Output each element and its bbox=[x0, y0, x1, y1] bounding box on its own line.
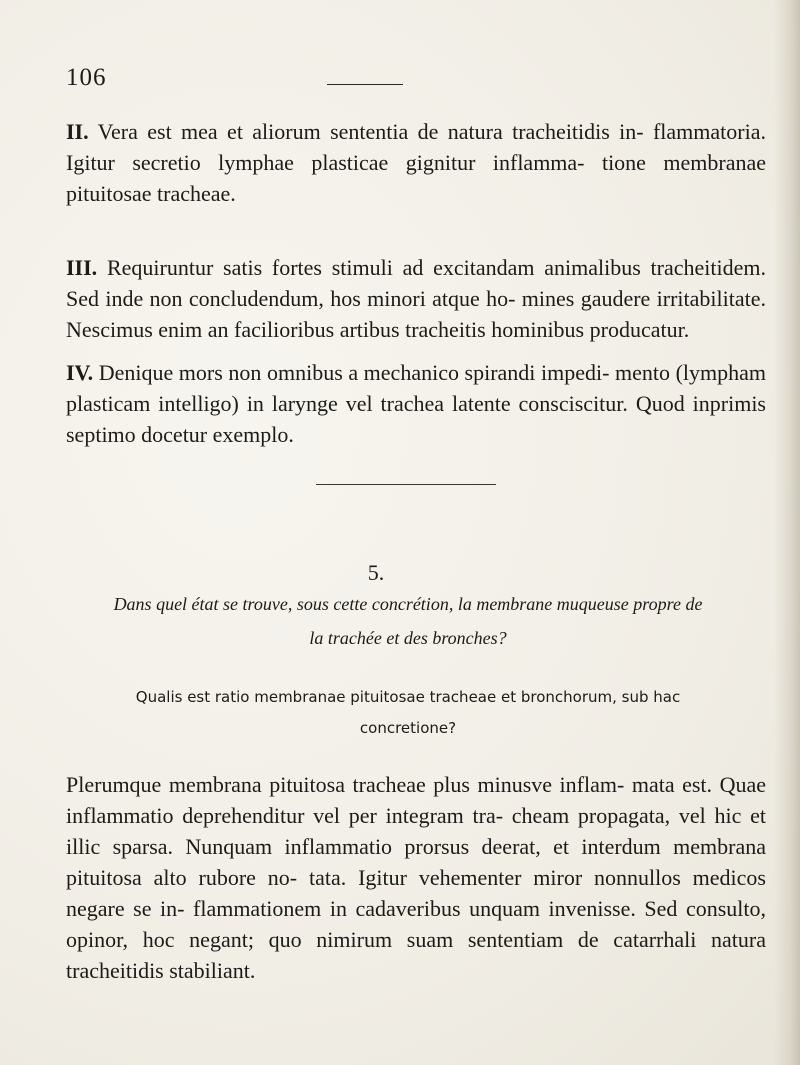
page-number: 106 bbox=[66, 64, 107, 91]
paragraph-ii bbox=[66, 116, 766, 209]
paragraph-iv bbox=[66, 357, 766, 450]
page-edge-shadow bbox=[774, 0, 800, 1065]
paragraph-iii bbox=[66, 252, 766, 345]
latin-question: Qualis est ratio membranae pituitosae tracheae et bronchorum, sub hac concretione? bbox=[135, 688, 681, 737]
section-divider bbox=[316, 484, 496, 485]
paragraph-text: Requiruntur satis fortes stimuli ad excitandam animalibus tracheitidem. Sed inde non concludendum, hos minori atque ho- mines gaudere irritabilitate. Nescimus enim an facilioribus artibus tracheitis hominibus producatur. bbox=[66, 255, 767, 342]
section-number: 5. bbox=[367, 560, 385, 585]
french-question: Dans quel état se trouve, sous cette concrétion, la membrane muqueuse propre de la trachée et des bronches? bbox=[113, 594, 703, 648]
paragraph-numeral: II. bbox=[66, 119, 89, 144]
paragraph-text: Denique mors non omnibus a mechanico spirandi impedi- mento (lympham plasticam intelligo) in larynge vel trachea latente consciscitur. Quod inprimis septimo docetur exemplo. bbox=[66, 360, 766, 447]
paragraph-numeral: III. bbox=[66, 255, 98, 280]
paragraph-numeral: IV. bbox=[66, 360, 94, 385]
paragraph-text: Vera est mea et aliorum sententia de natura tracheitidis in- flammatoria. Igitur secretio lymphae plasticae gignitur inflamma- tione membranae pituitosae tracheae. bbox=[66, 119, 766, 206]
answer-paragraph: Plerumque membrana pituitosa tracheae plus minusve inflam- mata est. Quae inflammatio deprehenditur vel per integram tra- cheam propagata, vel hic et illic sparsa. Nunquam inflammatio prorsus deerat, et interdum membrana pituitosa alto rubore no- tata. Igitur vehementer miror nonnullos medicos negare se in- flammationem in cadaveribus unquam invenisse. Sed consulto, opinor, hoc negant; quo nimirum suam sententiam de catarrhali natura tracheitidis stabiliant. bbox=[66, 772, 766, 983]
header-rule bbox=[327, 84, 403, 85]
